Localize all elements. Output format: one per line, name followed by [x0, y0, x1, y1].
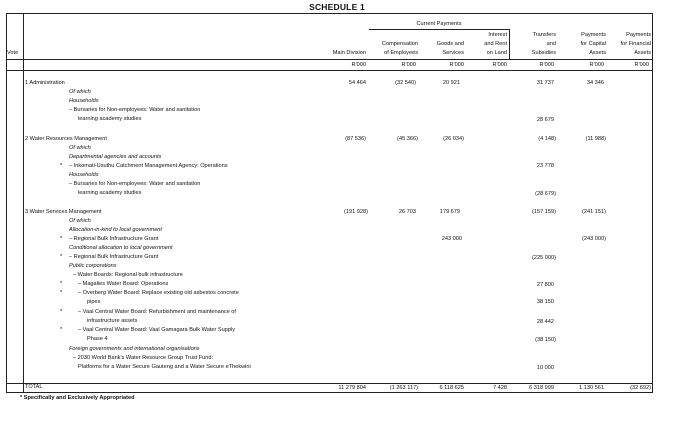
- units-rule: [6, 70, 653, 71]
- footnote: * Specifically and Exclusively Appropriated: [20, 395, 135, 401]
- wsm-world-bank-line2: Platforms for a Water Secure Gauteng and a Water Secure eThekwini: [78, 364, 251, 370]
- header-compensation: Compensation: [381, 41, 418, 47]
- wsm-main: (191 928): [344, 209, 368, 215]
- header-payments-financial: Payments: [626, 32, 651, 38]
- total-goods: 6 118 625: [439, 385, 464, 391]
- wsm-world-bank-transfers: 10 000: [536, 365, 554, 371]
- asterisk-marker: *: [60, 327, 63, 333]
- wrm-main: (87 536): [345, 136, 366, 142]
- unit-interest: R'000: [492, 62, 507, 68]
- header-and-rent: and Rent: [484, 41, 507, 47]
- wsm-comp: 26 703: [398, 209, 416, 215]
- admin-bursary-transfers: 28 679: [536, 117, 554, 123]
- header-vote: Vote: [7, 50, 19, 56]
- wsm-magalies-transfers: 27 800: [536, 282, 554, 288]
- admin-bursary-line1: – Bursaries for Non-employees: Water and sanitation: [69, 107, 201, 113]
- unit-goods: R'000: [449, 62, 464, 68]
- wrm-of-which: Of which: [69, 145, 91, 151]
- wrm-inkomati-transfers: 23 778: [536, 163, 554, 169]
- header-for-financial: for Financial: [620, 41, 651, 47]
- wsm-foreign-governments: Foreign governments and international organisations: [69, 346, 200, 352]
- row-water-services-label: 3 Water Services Management: [25, 209, 102, 215]
- header-on-land: on Land: [486, 50, 507, 56]
- wrm-inkomati: – Inkomati-Usuthu Catchment Management Agency: Operations: [69, 163, 228, 169]
- unit-main-division: R'000: [351, 62, 366, 68]
- wrm-departmental-agencies: Departmental agencies and accounts: [69, 154, 162, 160]
- total-interest: 7 428: [493, 385, 507, 391]
- wsm-allocation-in-kind: Allocation-in-kind to local government: [69, 227, 162, 233]
- wsm-vaal1-line1: – Vaal Central Water Board: Refurbishment and maintenance of: [78, 309, 236, 315]
- admin-households: Households: [69, 98, 99, 104]
- wsm-vaal2-line1: – Vaal Central Water Board: Vaal Gamagara Bulk Water Supply: [78, 327, 236, 333]
- admin-capital: 34 346: [586, 80, 604, 86]
- row-total-label: TOTAL: [25, 384, 43, 390]
- row-administration-label: 1 Administration: [25, 80, 65, 86]
- asterisk-marker: *: [60, 163, 63, 169]
- admin-of-which: Of which: [69, 89, 91, 95]
- total-rule: [6, 383, 653, 384]
- header-and: and: [546, 41, 556, 47]
- wrm-bursary-line1: – Bursaries for Non-employees: Water and sanitation: [69, 181, 201, 187]
- header-goods: Goods and: [436, 41, 464, 47]
- wrm-bursary-transfers: (28 679): [535, 191, 556, 197]
- wsm-goods: 179 679: [439, 209, 460, 215]
- wsm-public-corporations: Public corporations: [69, 263, 117, 269]
- wsm-water-boards: – Water Boards: Regional bulk infrastructure: [73, 272, 183, 278]
- header-subsidies: Subsidies: [531, 50, 556, 56]
- row-water-resources-label: 2 Water Resources Management: [25, 136, 107, 142]
- wrm-bursary-line2: learning academy studies: [78, 190, 142, 196]
- admin-goods: 20 921: [442, 80, 460, 86]
- wsm-transfers: (157 159): [532, 209, 556, 215]
- wsm-magalies: – Magalies Water Board: Operations: [78, 281, 169, 287]
- unit-financial: R'000: [634, 62, 649, 68]
- asterisk-marker: *: [60, 236, 63, 242]
- wsm-of-which: Of which: [69, 218, 91, 224]
- wrm-goods: (26 034): [443, 136, 464, 142]
- unit-compensation: R'000: [401, 62, 416, 68]
- header-interest: Interest: [488, 32, 507, 38]
- admin-main: 54 464: [348, 80, 366, 86]
- admin-comp: (32 540): [395, 80, 416, 86]
- wsm-rbig-in-kind: – Regional Bulk Infrastructure Grant: [69, 236, 159, 242]
- header-capital-assets: Assets: [589, 50, 606, 56]
- wsm-vaal1-transfers: 28 442: [536, 319, 554, 325]
- asterisk-marker: *: [60, 281, 63, 287]
- total-main: 11 279 804: [338, 385, 366, 391]
- admin-transfers: 31 737: [536, 80, 554, 86]
- asterisk-marker: *: [60, 254, 63, 260]
- total-comp: (1 263 117): [389, 385, 418, 391]
- header-main-division: Main Division: [332, 50, 366, 56]
- wsm-conditional-allocation: Conditional allocation to local government: [69, 245, 173, 251]
- asterisk-marker: *: [60, 290, 63, 296]
- wsm-vaal1-line2: infrastructure assets: [87, 318, 138, 324]
- total-transfers: 6 318 999: [529, 385, 554, 391]
- current-payments-rule: [369, 29, 509, 30]
- header-for-capital: for Capital: [580, 41, 606, 47]
- header-payments-capital: Payments: [581, 32, 606, 38]
- header-transfers: Transfers: [532, 32, 556, 38]
- total-financial: (32 692): [630, 385, 651, 391]
- wsm-rbig-transfers: (225 000): [532, 255, 556, 261]
- header-rule: [6, 59, 653, 60]
- wsm-rbig-capital: (243 000): [582, 236, 606, 242]
- wsm-vaal2-line2: Phase 4: [87, 336, 108, 342]
- asterisk-marker: *: [60, 309, 63, 315]
- wrm-households: Households: [69, 172, 99, 178]
- wsm-overberg-line2: pipes: [87, 299, 101, 305]
- wrm-transfers: (4 148): [538, 136, 556, 142]
- wsm-overberg-transfers: 38 150: [536, 299, 554, 305]
- header-of-employees: of Employees: [384, 50, 418, 56]
- unit-transfers: R'000: [539, 62, 554, 68]
- header-financial-assets: Assets: [634, 50, 651, 56]
- wsm-rbig-conditional: – Regional Bulk Infrastructure Grant: [69, 254, 159, 260]
- wsm-overberg-line1: – Overberg Water Board: Replace existing old asbestos concrete: [78, 290, 239, 296]
- total-capital: 1 130 561: [579, 385, 604, 391]
- admin-bursary-line2: learning academy studies: [78, 116, 142, 122]
- wsm-capital: (241 151): [582, 209, 606, 215]
- wsm-world-bank-line1: – 2030 World Bank's Water Resource Group Trust Fund:: [73, 355, 214, 361]
- wsm-vaal2-transfers: (38 150): [535, 337, 556, 343]
- header-current-payments: Current Payments: [416, 21, 462, 27]
- page-title: SCHEDULE 1: [309, 2, 365, 12]
- wrm-capital: (11 988): [585, 136, 606, 142]
- wrm-comp: (45 366): [397, 136, 418, 142]
- header-services: Services: [442, 50, 464, 56]
- wsm-rbig-goods: 243 000: [441, 236, 462, 242]
- unit-capital: R'000: [589, 62, 604, 68]
